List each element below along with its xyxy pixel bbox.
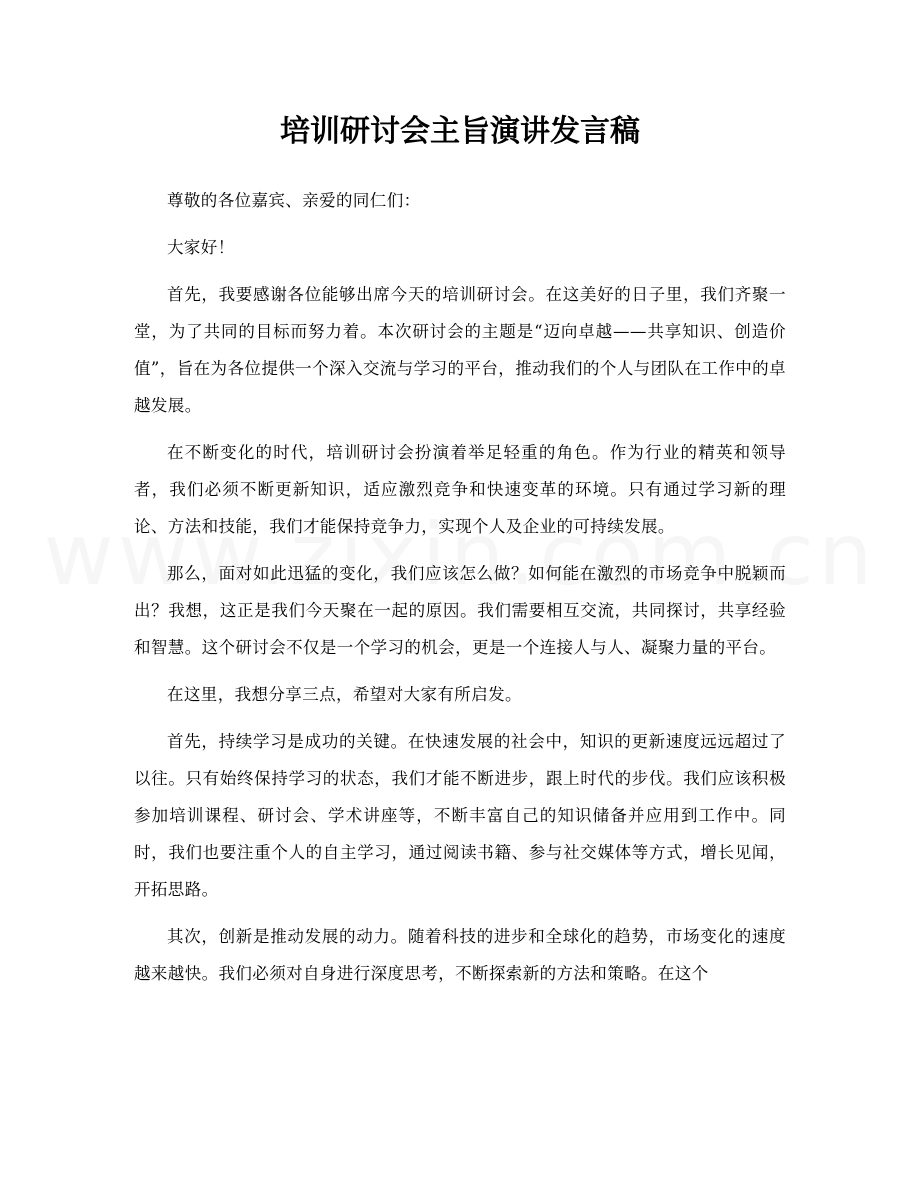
document-body bbox=[134, 182, 786, 1002]
paragraph: 首先，持续学习是成功的关键。在快速发展的社会中，知识的更新速度远远超过了以往。只有始终保持学习的状态，我们才能不断进步，跟上时代的步伐。我们应该积极参加培训课程、研讨会、学术讲座等，不断丰富自己的知识储备并应用到工作中。同时，我们也要注重个人的自主学习，通过阅读书籍、参与社交媒体等方式，增长见闻，开拓思路。 bbox=[134, 732, 786, 899]
salutation: 尊敬的各位嘉宾、亲爱的同仁们： bbox=[167, 191, 421, 210]
paragraph: 其次，创新是推动发展的动力。随着科技的进步和全球化的趋势，市场变化的速度越来越快。我们必须对自身进行深度思考，不断探索新的方法和策略。在这个 bbox=[134, 927, 786, 983]
paragraph: 在不断变化的时代，培训研讨会扮演着举足轻重的角色。作为行业的精英和领导者，我们必须不断更新知识，适应激烈竞争和快速变革的环境。只有通过学习新的理论、方法和技能，我们才能保持竞争力，实现个人及企业的可持续发展。 bbox=[134, 443, 786, 536]
greeting: 大家好！ bbox=[167, 238, 235, 257]
paragraph: 首先，我要感谢各位能够出席今天的培训研讨会。在这美好的日子里，我们齐聚一堂，为了共同的目标而努力着。本次研讨会的主题是“迈向卓越——共享知识、创造价值”，旨在为各位提供一个深入交流与学习的平台，推动我们的个人与团队在工作中的卓越发展。 bbox=[134, 285, 786, 415]
paragraph: 那么，面对如此迅猛的变化，我们应该怎么做？如何能在激烈的市场竞争中脱颖而出？我想，这正是我们今天聚在一起的原因。我们需要相互交流，共同探讨，共享经验和智慧。这个研讨会不仅是一个学习的机会，更是一个连接人与人、凝聚力量的平台。 bbox=[134, 564, 786, 657]
document-title: 培训研讨会主旨演讲发言稿 bbox=[280, 114, 640, 149]
paragraph: 在这里，我想分享三点，希望对大家有所启发。 bbox=[167, 685, 522, 704]
